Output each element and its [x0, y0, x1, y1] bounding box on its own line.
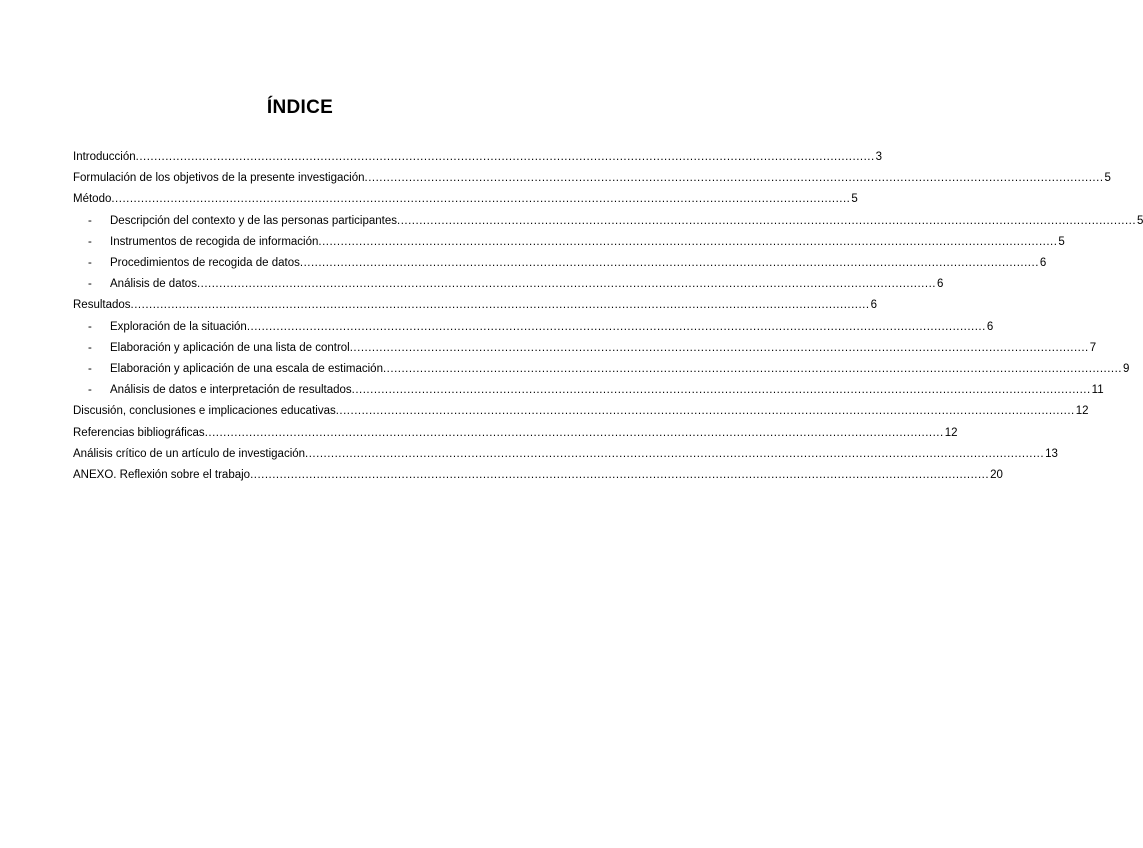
- toc-label: Exploración de la situación: [110, 320, 247, 333]
- toc-label: Introducción: [73, 151, 136, 163]
- dot-leader: ........................................................................................................................................................................................................: [299, 257, 1039, 269]
- toc-label: ANEXO. Reflexión sobre el trabajo: [73, 469, 251, 481]
- toc-subentry: [88, 276, 944, 292]
- toc-page-number: 9: [1123, 363, 1130, 375]
- dot-leader: ........................................................................................................................................................................................................: [397, 214, 1137, 227]
- toc-label: Método: [73, 193, 112, 206]
- bullet-dash: -: [88, 363, 92, 375]
- toc-page-number: 11: [1091, 384, 1104, 397]
- toc-label: Análisis de datos: [110, 278, 197, 291]
- dot-leader: ........................................................................................................................................................................................................: [130, 299, 870, 312]
- bullet-dash: -: [88, 214, 92, 227]
- toc-page-number: 6: [936, 278, 944, 291]
- toc-entry: [73, 149, 883, 165]
- dot-leader: ........................................................................................................................................................................................................: [351, 384, 1091, 397]
- toc-entry: [73, 425, 958, 441]
- toc-page-number: 20: [990, 469, 1003, 481]
- dot-leader: ........................................................................................................................................................................................................: [335, 405, 1075, 418]
- toc-page-number: 3: [875, 151, 883, 163]
- toc-page-number: 7: [1089, 341, 1097, 354]
- dot-leader: ........................................................................................................................................................................................................: [349, 341, 1089, 354]
- toc-label: Descripción del contexto y de las personas participantes: [110, 214, 398, 227]
- toc-page-number: 6: [1039, 257, 1047, 269]
- dot-leader: ........................................................................................................................................................................................................: [246, 320, 986, 333]
- toc-subentry: [88, 382, 1104, 398]
- toc-page-number: 12: [944, 426, 958, 439]
- bullet-dash: -: [88, 278, 92, 291]
- bullet-dash: -: [88, 384, 92, 397]
- toc-page-number: 6: [870, 299, 877, 312]
- dot-leader: ........................................................................................................................................................................................................: [318, 235, 1058, 248]
- dot-leader: ........................................................................................................................................................................................................: [204, 426, 944, 439]
- toc-label: Instrumentos de recogida de información: [110, 235, 319, 248]
- toc-page-number: 5: [1058, 235, 1065, 248]
- bullet-dash: -: [88, 257, 92, 269]
- toc-label: Elaboración y aplicación de una lista de control: [110, 341, 350, 354]
- toc-page-number: 13: [1045, 447, 1058, 460]
- toc-label: Referencias bibliográficas: [73, 426, 205, 439]
- toc-label: Elaboración y aplicación de una escala de estimación: [110, 363, 383, 375]
- toc-subentry: [88, 340, 1097, 356]
- bullet-dash: -: [88, 235, 92, 248]
- toc-subentry: [88, 319, 994, 335]
- page-title: ÍNDICE: [266, 97, 334, 118]
- dot-leader: ........................................................................................................................................................................................................: [250, 469, 990, 481]
- toc-label: Resultados: [73, 299, 131, 312]
- toc-page-number: 12: [1075, 405, 1089, 418]
- toc-page-number: 5: [1104, 172, 1111, 185]
- toc-subentry: [88, 361, 1130, 377]
- toc-entry: [73, 403, 1089, 419]
- bullet-dash: -: [88, 341, 92, 354]
- toc-page-number: 6: [986, 320, 994, 333]
- toc-entry: [73, 467, 1003, 483]
- dot-leader: ........................................................................................................................................................................................................: [135, 151, 875, 163]
- dot-leader: ........................................................................................................................................................................................................: [196, 278, 936, 291]
- toc-label: Discusión, conclusiones e implicaciones educativas: [73, 405, 336, 418]
- dot-leader: ........................................................................................................................................................................................................: [364, 172, 1104, 185]
- toc-entry: [73, 297, 877, 313]
- toc-page-number: 5: [1137, 214, 1143, 227]
- toc-subentry: [88, 213, 1143, 229]
- dot-leader: ........................................................................................................................................................................................................: [305, 447, 1045, 460]
- toc-label: Análisis de datos e interpretación de resultados: [110, 384, 352, 397]
- toc-entry: [73, 170, 1111, 186]
- toc-label: Formulación de los objetivos de la presente investigación: [73, 172, 365, 185]
- bullet-dash: -: [88, 320, 92, 333]
- toc-subentry: [88, 255, 1047, 271]
- toc-page-number: 5: [851, 193, 858, 206]
- toc-label: Procedimientos de recogida de datos: [110, 257, 300, 269]
- toc-entry: [73, 446, 1058, 462]
- toc-entry: [73, 191, 858, 207]
- dot-leader: ........................................................................................................................................................................................................: [382, 363, 1122, 375]
- toc-subentry: [88, 234, 1065, 250]
- toc-label: Análisis crítico de un artículo de investigación: [73, 447, 306, 460]
- dot-leader: ........................................................................................................................................................................................................: [111, 193, 851, 206]
